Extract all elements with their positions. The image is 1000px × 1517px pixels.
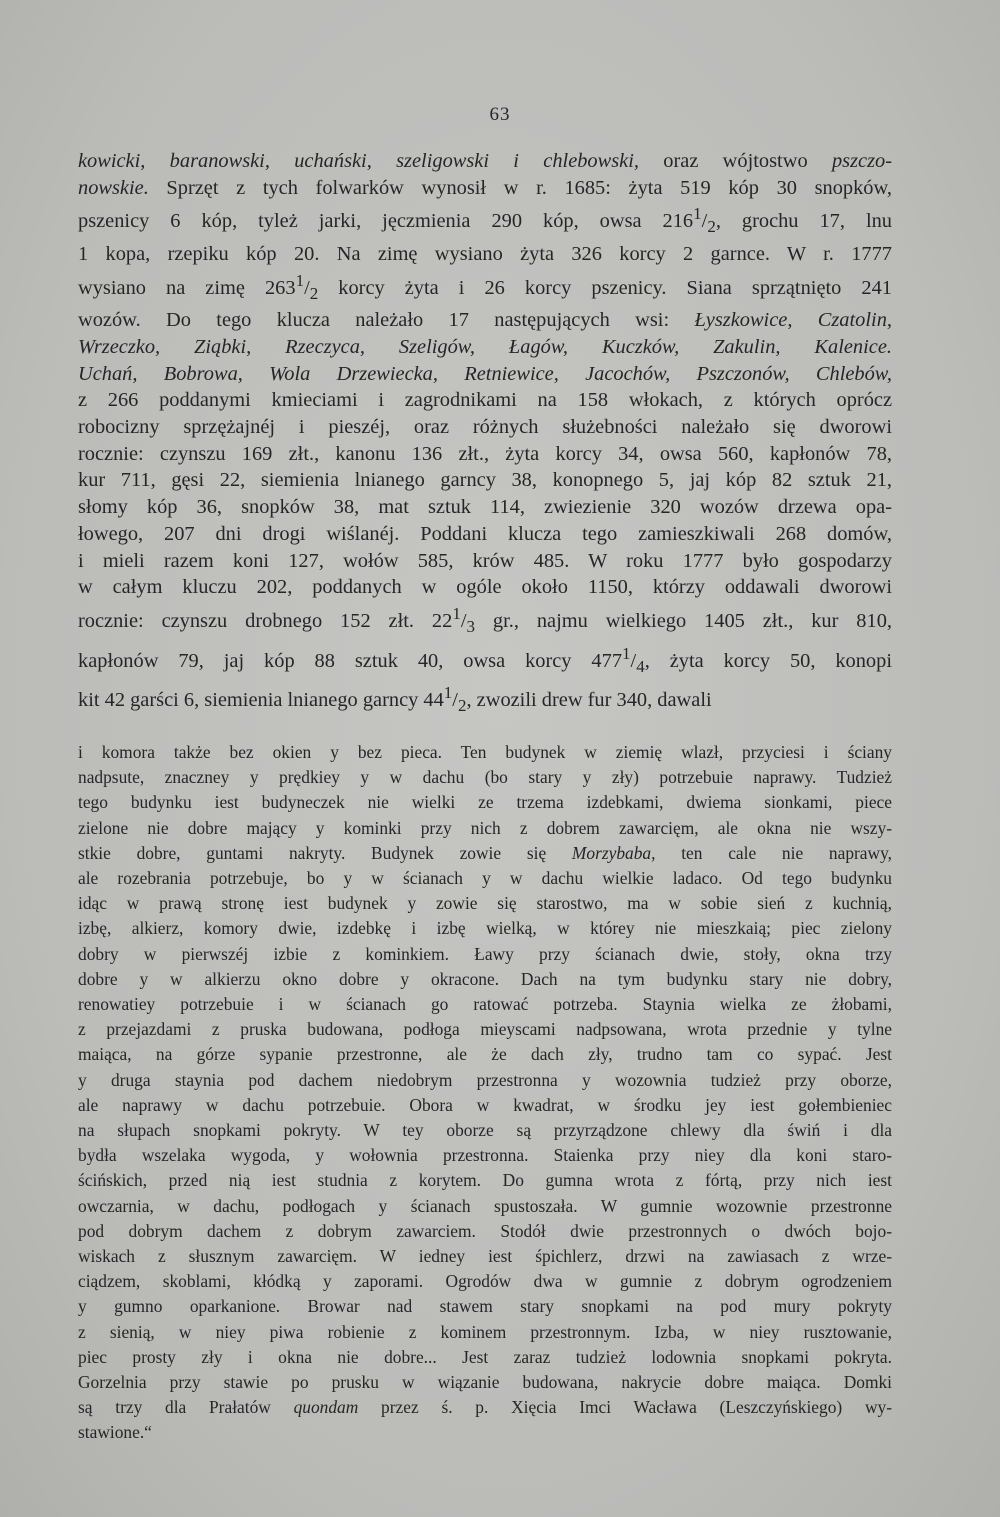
footnote-line: dobre y w alkierzu okno dobre y okracone. Dach na tym budynku stary nie dobry,	[78, 968, 892, 989]
footnote-line: Gorzelnia przy stawie po prusku w wiązanie budowana, nakrycie dobre maiąca. Domki	[78, 1372, 892, 1393]
main-text-line: kit 42 garści 6, siemienia lnianego garncy $44^1/_2$, zwozili drew fur 340, dawali	[78, 683, 712, 716]
footnote-line: ciądzem, skoblami, kłódką y zaporami. Ogrodów dwa w gumnie z dobrym ogrodzeniem	[78, 1271, 892, 1292]
page-number: 63	[489, 104, 511, 125]
footnote-line: y druga staynia pod dachem niedobrym przestronna y wozownia tudzież przy oborze,	[78, 1069, 892, 1090]
main-text-line: rocznie: czynszu 169 złt., kanonu 136 złt., żyta korcy 34, owsa 560, kapłonów 78,	[78, 442, 892, 465]
footnote-line: y gumno oparkanione. Browar nad stawem stary snopkami na pod mury pokryty	[78, 1296, 892, 1317]
main-text-line: nowskie. Sprzęt z tych folwarków wynosił w r. 1685: żyta 519 kóp 30 snopków,	[78, 176, 892, 199]
main-text-line: wozów. Do tego klucza należało 17 następujących wsi: Łyszkowice, Czatolin,	[78, 309, 892, 332]
footnote-line: izbę, alkierz, komory dwie, izdebkę i izbę wielką, w którey nie mieszkaią; piec zielony	[78, 918, 892, 939]
main-text-line: Wrzeczko, Ziąbki, Rzeczyca, Szeligów, Łagów, Kuczków, Zakulin, Kalenice.	[78, 335, 892, 358]
main-text-line: kowicki, baranowski, uchański, szeligowski i chlebowski, oraz wójtostwo pszczo-	[78, 150, 892, 172]
footnote-line: maiąca, na górze sypanie przestronne, ale że dach zły, trudno tam co sypać. Jest	[78, 1044, 892, 1065]
footnote-line: dobry w pierwszéj izbie z kominkiem. Ławy przy ścianach dwie, stoły, okna trzy	[78, 943, 892, 964]
main-text-line: robocizny sprzężajnéj i pieszéj, oraz różnych służebności należało się dworowi	[78, 416, 892, 439]
main-text	[78, 148, 892, 720]
footnote-line: ścińskich, przed nią iest studnia z korytem. Do gumna wrota z fórtą, przy nich iest	[78, 1170, 892, 1191]
footnote-line: tego budynku iest budyneczek nie wielki ze trzema izdebkami, dwiema sionkami, piece	[78, 792, 892, 813]
footnote-line: owczarnia, w dachu, podłogach y ścianach spustoszała. W gumnie wozownie przestronne	[78, 1195, 892, 1216]
footnote-line: i komora także bez okien y bez pieca. Ten budynek w ziemię wlazł, przyciesi i ściany	[78, 742, 892, 762]
footnote-line: stawione.“	[78, 1422, 152, 1443]
footnote-line: z przejazdami z pruska budowana, podłoga mieyscami nadpsowana, wrota przednie y tylne	[78, 1019, 892, 1040]
footnote-line: idąc w prawą stronę iest budynek y zowie się starostwo, ma w sobie sień z kuchnią,	[78, 893, 892, 914]
main-text-line: pszenicy 6 kóp, tyleż jarki, jęczmienia 290 kóp, owsa $216^1/_2$, grochu 17, lnu	[78, 204, 892, 237]
main-text-line: słomy kóp 36, snopków 38, mat sztuk 114, zwiezienie 320 wozów drzewa opa-	[78, 496, 892, 519]
footnote-line: piec prosty zły i okna nie dobre... Jest zaraz tudzież lodownia snopkami pokryta.	[78, 1346, 892, 1367]
footnote-line: na słupach snopkami pokryty. W tey oborze są przyrządzone chlewy dla świń i dla	[78, 1120, 892, 1141]
main-text-line: Uchań, Bobrowa, Wola Drzewiecka, Retniewice, Jacochów, Pszczonów, Chlebów,	[78, 362, 892, 385]
footnote-line: ale naprawy w dachu potrzebuie. Obora w kwadrat, w środku jey iest gołembieniec	[78, 1094, 892, 1115]
main-text-line: wysiano na zimę $263^1/_2$ korcy żyta i 26 korcy pszenicy. Siana sprzątnięto 241	[78, 270, 892, 303]
footnote-line: ale rozebrania potrzebuje, bo y w ścianach y w dachu wielkie ladaco. Od tego budynku	[78, 868, 892, 889]
main-text-line: w całym kluczu 202, poddanych w ogóle około 1150, którzy oddawali dworowi	[78, 576, 892, 599]
footnote-line: pod dobrym dachem z dobrym zawarciem. Stodół dwie przestronnych o dwóch bojo-	[78, 1220, 892, 1241]
main-text-line: 1 kopa, rzepiku kóp 20. Na zimę wysiano żyta 326 korcy 2 garnce. W r. 1777	[78, 242, 892, 265]
footnote-line: wiskach z słusznym zawarcięm. W iedney iest śpichlerz, drzwi na zawiasach z wrze-	[78, 1246, 892, 1267]
main-text-line: kur 711, gęsi 22, siemienia lnianego garncy 38, konopnego 5, jaj kóp 82 sztuk 21,	[78, 469, 892, 492]
main-text-line: rocznie: czynszu drobnego 152 złt. $22^1/_3$ gr., najmu wielkiego 1405 złt., kur 810,	[78, 604, 892, 636]
footnote-line: z sienią, w niey piwa robienie z kominem przestronnym. Izba, w niey rusztowanie,	[78, 1321, 892, 1342]
footnote-line: bydła wszelaka wygoda, y wołownia przestronna. Staienka przy niey dla koni staro-	[78, 1145, 892, 1166]
footnote-line: zielone nie dobre mający y kominki przy nich z dobrem zawarcięm, ale okna nie wszy-	[78, 817, 892, 838]
main-text-line: z 266 poddanymi kmieciami i zagrodnikami na 158 włokach, z których oprócz	[78, 389, 892, 412]
footnote-line: renowatiey potrzebuie i w ścianach go ratować potrzeba. Staynia wielka ze żłobami,	[78, 994, 892, 1015]
main-text-line: kapłonów 79, jaj kóp 88 sztuk 40, owsa korcy $477^1/_4$, żyta korcy 50, konopi	[78, 643, 892, 676]
footnote-line: są trzy dla Prałatów quondam przez ś. p. Xięcia Imci Wacława (Leszczyńskiego) wy-	[78, 1397, 892, 1418]
main-text-line: łowego, 207 dni drogi wiślanéj. Poddani klucza tego zamieszkiwali 268 domów,	[78, 522, 892, 545]
footnote-line: nadpsute, znaczney y prędkiey y w dachu (bo stary y zły) potrzebuie naprawy. Tudzież	[78, 767, 892, 788]
footnote-quotation	[78, 740, 892, 1446]
main-text-line: i mieli razem koni 127, wołów 585, krów 485. W roku 1777 było gospodarzy	[78, 549, 892, 572]
footnote-line: stkie dobre, guntami nakryty. Budynek zowie się Morzybaba, ten cale nie naprawy,	[78, 842, 892, 863]
